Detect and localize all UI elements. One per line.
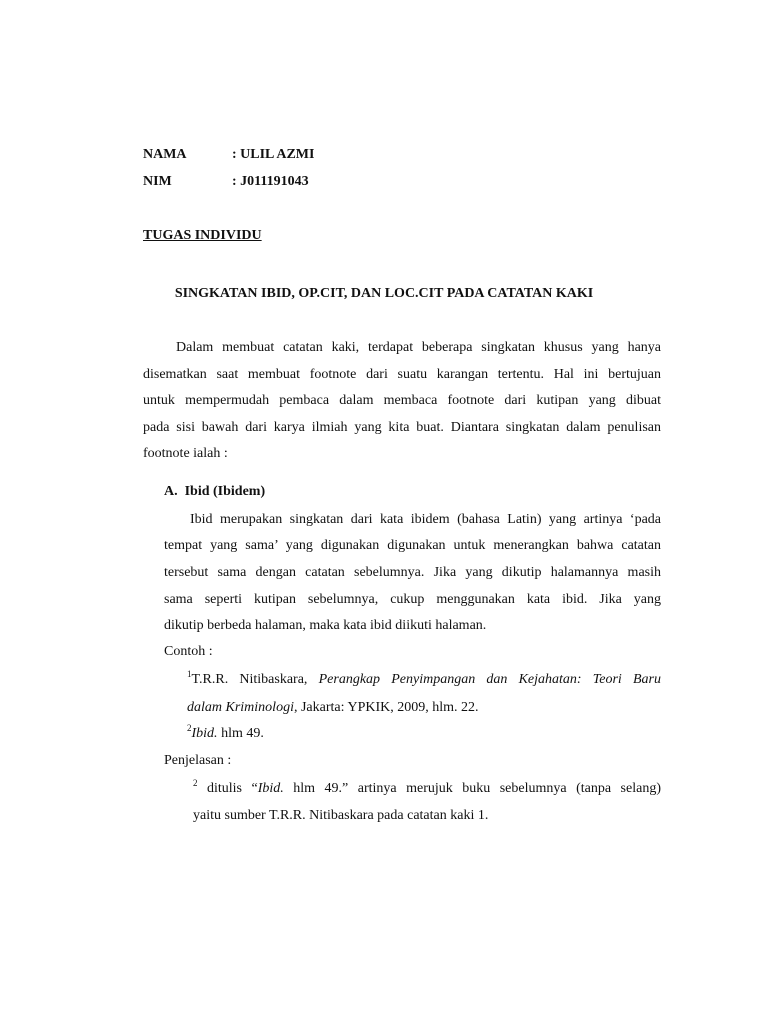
example-label: Contoh :: [164, 644, 213, 659]
footnote-2-ibid: Ibid.: [191, 726, 218, 741]
section-a-line-4: sama seperti kutipan sebelumnya, cukup menggunakan kata ibid. Jika yang: [164, 592, 661, 607]
explanation-text-a: ditulis “: [197, 781, 258, 796]
intro-line-5: footnote ialah :: [143, 446, 228, 461]
explanation-label: Penjelasan :: [164, 753, 232, 768]
nim-value: : J011191043: [232, 174, 309, 189]
explanation-ibid: Ibid.: [257, 781, 284, 796]
footnote-1-rest: , Jakarta: YPKIK, 2009, hlm. 22.: [293, 700, 479, 715]
explanation-mark: 2: [193, 778, 198, 788]
name-label: NAMA: [143, 147, 187, 162]
footnote-2-rest: hlm 49.: [217, 726, 264, 741]
footnote-1-title-part-2: dalam Kriminologi: [187, 700, 294, 715]
intro-line-2: disematkan saat membuat footnote dari suatu karangan tertentu. Hal ini bertujuan: [143, 367, 661, 382]
intro-line-1: Dalam membuat catatan kaki, terdapat beberapa singkatan khusus yang hanya: [176, 340, 661, 355]
footnote-1-line-2: [187, 699, 479, 717]
explanation-text-b: hlm 49.” artinya merujuk buku sebelumnya (tanpa selang): [283, 781, 661, 796]
explanation-line-2: yaitu sumber T.R.R. Nitibaskara pada catatan kaki 1.: [193, 808, 489, 823]
nim-label: NIM: [143, 174, 172, 189]
explanation-line-1: [193, 780, 661, 798]
footnote-2: [187, 725, 264, 743]
intro-line-4: pada sisi bawah dari karya ilmiah yang kita buat. Diantara singkatan dalam penulisan: [143, 420, 661, 435]
section-a-line-2: tempat yang sama’ yang digunakan digunakan untuk menerangkan bahwa catatan: [164, 538, 661, 553]
assignment-title: TUGAS INDIVIDU: [143, 228, 262, 243]
document-title: SINGKATAN IBID, OP.CIT, DAN LOC.CIT PADA CATATAN KAKI: [174, 286, 594, 301]
footnote-2-mark: 2: [187, 723, 192, 733]
footnote-1-mark: 1: [187, 669, 192, 679]
intro-line-3: untuk mempermudah pembaca dalam membaca footnote dari kutipan yang dibuat: [143, 393, 661, 408]
section-a-line-1: Ibid merupakan singkatan dari kata ibidem (bahasa Latin) yang artinya ‘pada: [190, 512, 661, 527]
footnote-1-title-part-1: Perangkap Penyimpangan dan Kejahatan: Teori Baru: [318, 672, 661, 687]
section-a-line-3: tersebut sama dengan catatan sebelumnya. Jika yang dikutip halamannya masih: [164, 565, 661, 580]
section-a-heading: A. Ibid (Ibidem): [164, 484, 266, 499]
footnote-1-author: T.R.R. Nitibaskara,: [191, 672, 319, 687]
footnote-1-line-1: [187, 671, 661, 689]
section-a-line-5: dikutip berbeda halaman, maka kata ibid diikuti halaman.: [164, 618, 487, 633]
name-value: : ULIL AZMI: [232, 147, 315, 162]
